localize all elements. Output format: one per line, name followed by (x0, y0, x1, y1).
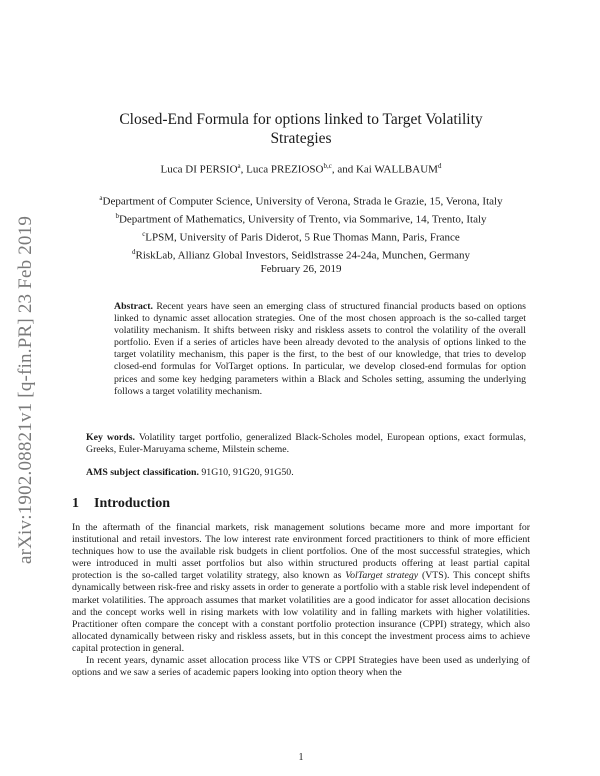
ams-codes: 91G10, 91G20, 91G50. (201, 467, 294, 478)
author-affiliation-mark: b,c (323, 162, 332, 170)
abstract-label: Abstract. (114, 301, 153, 312)
keywords-text: Volatility target portfolio, generalized Black-Scholes model, European options, exact formulas, Greeks, Euler-Maruyama scheme, Milstein scheme. (86, 432, 526, 456)
arxiv-stamp (6, 200, 46, 580)
section-title: Introduction (94, 496, 170, 511)
affiliation: $^d$RiskLab, Allianz Global Investors, Seidlstrasse 24-24a, Munchen, Germany (131, 248, 471, 262)
affiliation: $^b$Department of Mathematics, University of Trento, via Sommarive, 14, Trento, Italy (115, 212, 487, 226)
ams-label: AMS subject classification. (86, 467, 199, 478)
introduction-body (72, 522, 530, 679)
paper-title: Closed-End Formula for options linked to Target Volatility Strategies (119, 111, 483, 147)
ams-classification (86, 467, 526, 478)
abstract (86, 301, 526, 398)
paragraph: In the aftermath of the financial markets, risk management solutions became more and more important for institutional and retail investors. The low interest rate environment forced practitioners to think of more efficient techniques how to use the available risk budgets in client portfolios. One of the most successful strategies, which were introduced in multi asset portfolios but also within structured products offering at least partial capital protection is the so-called target volatility strategy, also known as VolTarget strategy (VTS). This concept shifts dynamically between risk-free and risky assets in order to generate a portfolio with a stable risk level independent of market volatilities. The approach assumes that market volatilities are a good indicator for asset allocation decisions and the concept works well in rising markets with low volatility and in falling markets with higher volatilities. Practitioner often compare the concept with a constant portfolio protection insurance (CPPI) strategy, which also allocated dynamically between risky and riskless assets, but in this concept the investment process aims to achieve capital protection in general. (72, 522, 530, 654)
paragraph: In recent years, dynamic asset allocation process like VTS or CPPI Strategies have been used as underlying of options and we saw a series of academic papers looking into option theory when the (72, 655, 530, 679)
affiliation: $^a$Department of Computer Science, University of Verona, Strada le Grazie, 15, Verona, Italy (99, 194, 503, 208)
affiliation-list (72, 191, 530, 263)
page-number: 1 (298, 752, 304, 763)
section-number: 1 (72, 496, 79, 511)
affiliation: $^c$LPSM, University of Paris Diderot, 5 Rue Thomas Mann, Paris, France (142, 230, 460, 244)
keywords-label: Key words. (86, 432, 135, 443)
emphasis: VolTarget strategy (345, 570, 419, 582)
publication-date: February 26, 2019 (260, 263, 342, 275)
author: Luca PREZIOSO (246, 163, 324, 176)
author-separator: , and (331, 163, 356, 176)
author-list (72, 162, 530, 176)
author-separator: , (240, 163, 247, 176)
abstract-text: Recent years have seen an emerging class of structured financial products based on options linked to dynamic asset allocation strategies. One of the most chosen approach is the so-called target volatility mechanism. It shifts between risky and riskless assets to control the volatility of the overall portfolio. Even if a series of articles have been already devoted to the analysis of options linked to the target volatility mechanism, this paper is the first, to the best of our knowledge, that tries to develop closed-end formulas for VolTarget options. In particular, we develop closed-end formulas for option prices and some key hedging parameters within a Black and Scholes setting, assuming the underlying follows a target volatility mechanism. (114, 301, 526, 397)
arxiv-identifier: arXiv:1902.08821v1 [q-fin.PR] 23 Feb 2019 (15, 215, 37, 565)
author-affiliation-mark: a (237, 162, 241, 170)
section-heading (72, 496, 530, 512)
author: Kai WALLBAUM (355, 163, 438, 176)
keywords (86, 432, 526, 456)
author-affiliation-mark: d (437, 162, 442, 170)
author: Luca DI PERSIO (160, 163, 238, 176)
